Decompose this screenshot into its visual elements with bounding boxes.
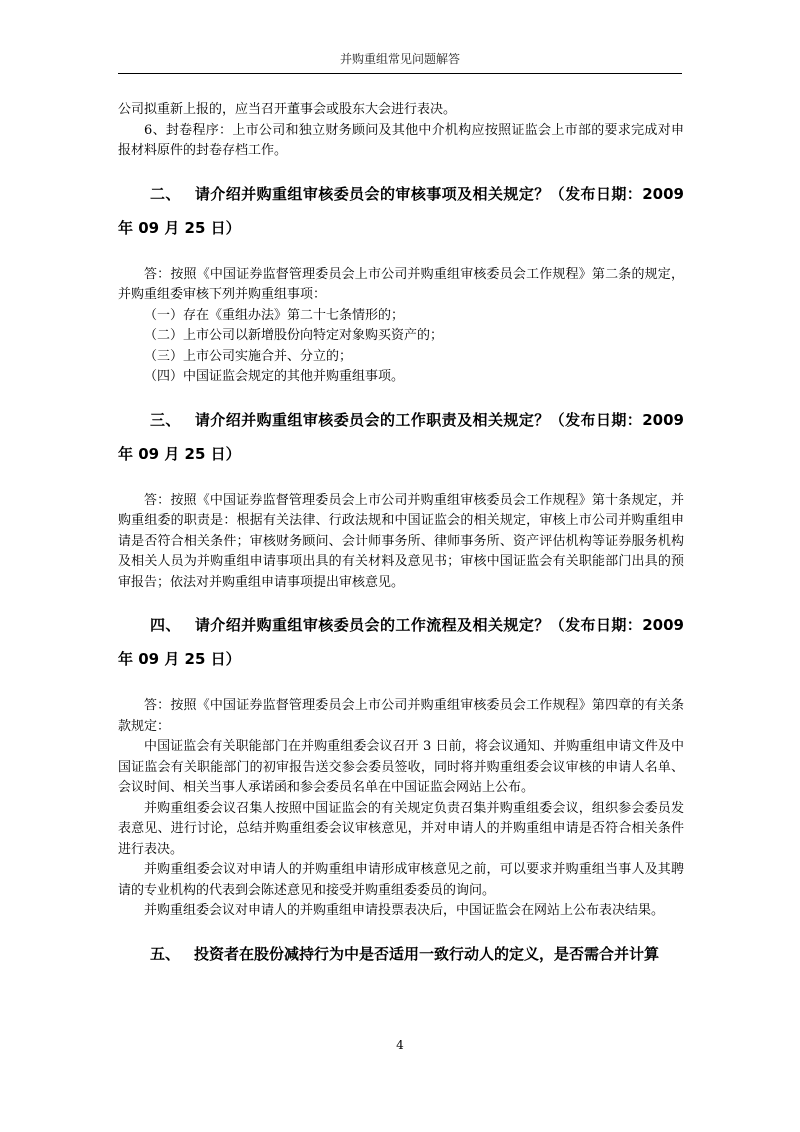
section-5-title: 投资者在股份减持行为中是否适用一致行动人的定义，是否需合并计算 (194, 944, 660, 963)
header-divider (118, 73, 682, 74)
section-4-answer: 答：按照《中国证券监督管理委员会上市公司并购重组审核委员会工作规程》第四章的有关条款规定： (118, 698, 684, 734)
section-2-number: 二、 (150, 184, 181, 203)
intro-paragraph-1: 公司拟重新上报的，应当召开董事会或股东大会进行表决。 (118, 102, 457, 117)
section-4-title: 请介绍并购重组审核委员会的工作流程及相关规定？（发布日期：2009年 09 月 25 日） (118, 616, 684, 668)
section-3-answer: 答：按照《中国证券监督管理委员会上市公司并购重组审核委员会工作规程》第十条规定，并购重组委的职责是：根据有关法律、行政法规和中国证监会的相关规定，审核上市公司并购重组申请是否符合相关条件；审核财务顾问、会计师事务所、律师事务所、资产评估机构等证券服务机构及相关人员为并购重组申请事项出具的有关材料及意见书；审核中国证监会有关职能部门出具的预审报告；依法对并购重组申请事项提出审核意见。 (118, 492, 684, 590)
section-2-heading (118, 177, 684, 245)
document-body (118, 100, 684, 971)
section-5-number: 五、 (150, 944, 181, 963)
section-4-paragraph-4: 并购重组委会议对申请人的并购重组申请投票表决后，中国证监会在网站上公布表决结果。 (144, 903, 665, 918)
intro-paragraph-2: 6、封卷程序：上市公司和独立财务顾问及其他中介机构应按照证监会上市部的要求完成对申报材料原件的封卷存档工作。 (118, 122, 684, 158)
section-3-heading (118, 403, 684, 471)
page-header-title: 并购重组常见问题解答 (339, 52, 460, 66)
section-3-title: 请介绍并购重组审核委员会的工作职责及相关规定？（发布日期：2009年 09 月 25 日） (118, 410, 684, 463)
section-2-answer: 答：按照《中国证券监督管理委员会上市公司并购重组审核委员会工作规程》第二条的规定，并购重组委审核下列并购重组事项： (118, 266, 684, 302)
section-4-number: 四、 (150, 616, 181, 634)
section-2-item-3: （三）上市公司实施合并、分立的； (144, 348, 353, 364)
section-2-item-1: （一）存在《重组办法》第二十七条情形的； (144, 307, 405, 323)
section-4-paragraph-1: 中国证监会有关职能部门在并购重组委会议召开 3 日前，将会议通知、并购重组申请文件及中国证监会有关职能部门的初审报告送交参会委员签收，同时将并购重组委会议审核的申请人名单、会议时间、相关当事人承诺函和参会委员名单在中国证监会网站上公布。 (118, 739, 684, 795)
section-5-heading (118, 937, 684, 971)
section-2-item-2: （二）上市公司以新增股份向特定对象购买资产的； (144, 328, 444, 343)
section-4-heading (118, 608, 684, 676)
section-4-paragraph-2: 并购重组委会议召集人按照中国证监会的有关规定负责召集并购重组委会议，组织参会委员发表意见、进行讨论，总结并购重组委会议审核意见，并对申请人的并购重组申请是否符合相关条件进行表决。 (118, 800, 684, 857)
section-3-number: 三、 (150, 410, 181, 429)
section-2-title: 请介绍并购重组审核委员会的审核事项及相关规定？（发布日期：2009年 09 月 25 日） (118, 184, 684, 237)
section-4-paragraph-3: 并购重组委会议对申请人的并购重组申请形成审核意见之前，可以要求并购重组当事人及其聘请的专业机构的代表到会陈述意见和接受并购重组委委员的询问。 (118, 862, 684, 898)
section-2-item-4: （四）中国证监会规定的其他并购重组事项。 (144, 369, 405, 384)
page-number: 4 (396, 1038, 404, 1052)
